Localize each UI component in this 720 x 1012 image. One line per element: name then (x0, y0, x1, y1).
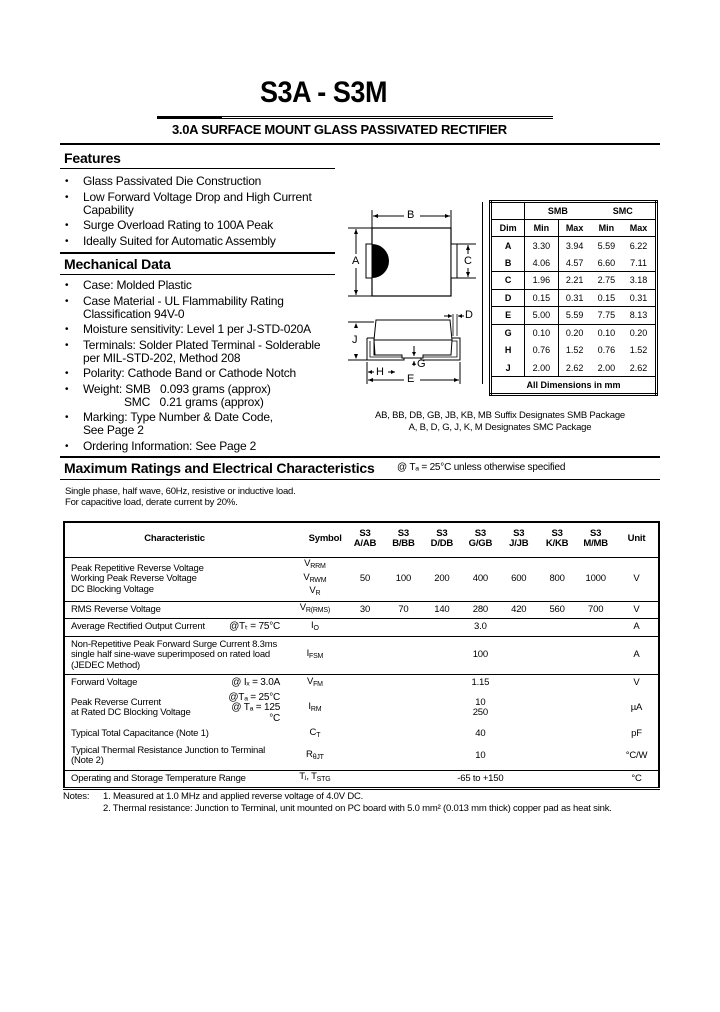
mechanical-top-rule (60, 252, 335, 254)
col-characteristic: Characteristic (64, 522, 284, 558)
dim-row: J 2.00 2.62 2.00 2.62 (491, 359, 657, 377)
row-vrms: RMS Reverse Voltage $V_{R(RMS)}$ 30 70 140 280 420 560 700 V (64, 601, 659, 619)
ratings-top-rule (60, 456, 660, 458)
row-temperature: Operating and Storage Temperature Range Tⱼ, $T_{STG}$ -65 to +150 °C (71, 771, 642, 784)
feature-item: • Glass Passivated Die Construction (62, 175, 342, 188)
mech-item: • Ordering Information: See Page 2 (62, 440, 342, 453)
dim-row: E 5.00 5.59 7.75 8.13 (491, 307, 657, 325)
col-part-j: S3 J/JB (500, 522, 538, 558)
diagram-divider (482, 202, 483, 384)
dim-row: D 0.15 0.31 0.15 0.31 (491, 289, 657, 307)
symbol: $V_{RRM}$ $V_{RWM}$ $V_R$ (284, 558, 346, 602)
mechanical-rule (60, 274, 335, 275)
row-ct: Typical Total Capacitance (Note 1) $C_T$ 40 pF (71, 726, 642, 739)
col-part-d: S3 D/DB (423, 522, 461, 558)
feature-item: • Ideally Suited for Automatic Assembly (62, 235, 342, 248)
col-unit: Unit (615, 522, 659, 558)
mech-item: • Terminals: Solder Plated Terminal - Solderable per MIL-STD-202, Method 208 (62, 339, 342, 365)
dim-label-a: A (352, 255, 360, 267)
dim-label-h: H (376, 366, 384, 378)
col-part-g: S3 G/GB (461, 522, 500, 558)
ratings-header-row (64, 522, 659, 558)
package-outline-drawing (344, 198, 484, 384)
dim-label-c: C (464, 255, 472, 267)
col-part-a: S3 A/AB (346, 522, 384, 558)
dim-label-e: E (407, 373, 415, 385)
subtitle-rule (60, 143, 660, 145)
features-heading: Features (64, 150, 121, 166)
dim-row: C 1.96 2.21 2.75 3.18 (491, 272, 657, 290)
dim-footer: All Dimensions in mm (491, 377, 657, 395)
group-smb: SMB (547, 205, 568, 216)
mechanical-list (62, 279, 342, 455)
note-1: 1. Measured at 1.0 MHz and applied reverse voltage of 4.0V DC. (103, 791, 364, 802)
note-2: 2. Thermal resistance: Junction to Terminal, unit mounted on PC board with 5.0 mm² (0.013 mm thick) copper pad as heat sink. (103, 802, 612, 814)
features-list (62, 175, 342, 250)
col-symbol: Symbol (284, 522, 346, 558)
row-vrrm: Peak Repetitive Reverse Voltage Working Peak Reverse Voltage DC Blocking Voltage $V_{RRM}$ $V_{RWM}$ $V_R$ 50 100 200 400 600 800 1000 V (64, 558, 659, 602)
row-ifsm: Non-Repetitive Peak Forward Surge Current 8.3ms single half sine-wave superimposed on rated load (JEDEC Method) $I_{FSM}$ 100 A (64, 636, 659, 675)
package-suffix-note: AB, BB, DB, GB, JB, KB, MB Suffix Designates SMB Package A, B, D, G, J, K, M Designates SMC Package (375, 410, 625, 433)
notes-label: Notes: (63, 791, 90, 802)
mech-item: • Marking: Type Number & Date Code, See Page 2 (62, 411, 342, 437)
dim-label-g: G (417, 358, 426, 370)
features-rule (60, 168, 335, 169)
ratings-table (63, 521, 660, 790)
row-irm: Peak Reverse Current at Rated DC Blocking Voltage @Tₐ = 25°C @ Tₐ = 125 °C $I_{RM}$ 10 250 µA (71, 691, 643, 724)
feature-item: • Surge Overload Rating to 100A Peak (62, 219, 342, 232)
col-part-b: S3 B/BB (384, 522, 422, 558)
row-vfm: Forward Voltage @ Iₓ = 3.0A $V_{FM}$ 1.15 V (71, 675, 640, 688)
notes (63, 791, 663, 821)
dim-label-d: D (465, 309, 473, 321)
dim-col-header: Dim Min Max Min Max (491, 219, 657, 237)
mechanical-heading: Mechanical Data (64, 256, 171, 272)
ratings-heading: Maximum Ratings and Electrical Characteristics (64, 460, 375, 476)
mech-item: • Weight: SMB 0.093 grams (approx) SMC 0.21 grams (approx) (62, 383, 342, 409)
mech-item: • Polarity: Cathode Band or Cathode Notch (62, 367, 342, 380)
load-note: Single phase, half wave, 60Hz, resistive or inductive load. For capacitive load, derate current by 20%. (65, 486, 296, 508)
package-drawing-svg (344, 198, 484, 384)
row-io: Average Rectified Output Current @Tₜ = 75°C $I_O$ 3.0 A (64, 619, 659, 637)
group-smc: SMC (612, 205, 633, 216)
dim-row: B 4.06 4.57 6.60 7.11 (491, 254, 657, 272)
dim-row: A 3.30 3.94 5.59 6.22 (491, 237, 657, 255)
title-rule (157, 116, 553, 119)
mech-item: • Case: Molded Plastic (62, 279, 342, 292)
dimensions-table (489, 200, 658, 396)
dim-label-j: J (352, 334, 358, 346)
col-part-k: S3 K/KB (538, 522, 576, 558)
col-part-m: S3 M/MB (576, 522, 615, 558)
ratings-rule (60, 479, 660, 480)
document-subtitle: 3.0A SURFACE MOUNT GLASS PASSIVATED RECTIFIER (172, 122, 507, 137)
document-title: S3A - S3M (260, 76, 387, 109)
mech-item: • Case Material - UL Flammability Rating Classification 94V-0 (62, 295, 342, 321)
feature-item: • Low Forward Voltage Drop and High Current Capability (62, 191, 342, 217)
dim-group-header (491, 202, 657, 220)
ratings-condition: @ Tₐ = 25°C unless otherwise specified (397, 462, 566, 473)
dim-row: G 0.10 0.20 0.10 0.20 (491, 324, 657, 342)
dim-label-b: B (407, 209, 415, 221)
row-rjt: Typical Thermal Resistance Junction to Terminal (Note 2) $R_{\theta JT}$ 10 °C/W (64, 744, 659, 771)
dim-row: H 0.76 1.52 0.76 1.52 (491, 342, 657, 360)
mech-item: • Moisture sensitivity: Level 1 per J-STD-020A (62, 323, 342, 336)
